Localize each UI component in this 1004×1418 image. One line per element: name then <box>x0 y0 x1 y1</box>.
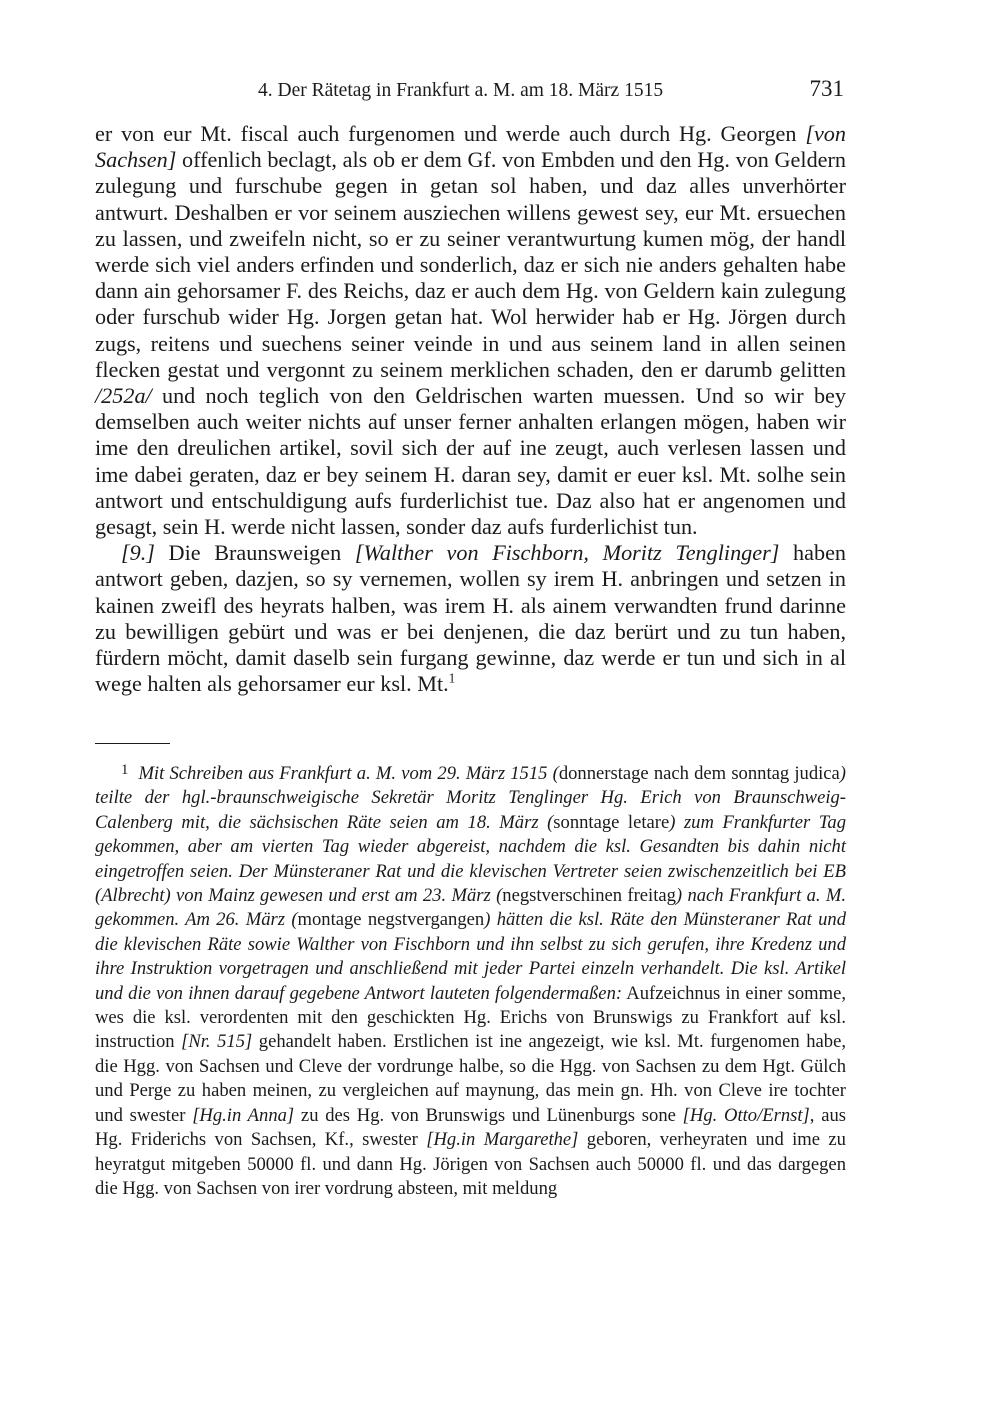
editorial-text: Mit Schreiben aus Frankfurt a. M. vom 29. März 1515 ( <box>138 763 559 784</box>
cross-reference: [Nr. 515] <box>181 1031 253 1053</box>
paragraph <box>95 540 846 697</box>
paragraph <box>95 121 846 540</box>
editorial-insertion: [von Sachsen] <box>95 121 846 173</box>
editorial-text: ) nach Frankfurt a. M. gekommen. Am 26. März ( <box>95 885 846 931</box>
source-text: donnerstage nach dem sonntag judica <box>558 763 840 784</box>
source-text: , aus Hg. Friderichs von Sachsen, Kf., swester <box>95 1104 846 1151</box>
source-text: montage negstvergangen <box>297 909 485 931</box>
source-text: negstverschinen freitag <box>502 885 676 907</box>
editorial-text: ) teilte der hgl.-braunschweigische Sekretär Moritz Tenglinger Hg. Erich von Braunschweig-Calenberg mit, die sächsischen Räte seien am 18. März ( <box>95 763 846 833</box>
text-run: haben antwort geben, dazjen, so sy vernemen, wollen sy irem H. anbringen und setzen in kainen zweifl des heyrats halben, was irem H. als ainem verwandten frund darinne zu bewilligen gebürt und was er bei denjenen, die daz berürt und zu tun haben, fürdern möcht, damit daselb sein furgang gewinne, daz werde er tun und sich in al wege halten als gehorsamer eur ksl. Mt. <box>95 540 847 697</box>
editorial-insertion: [Hg.in Anna] <box>192 1104 295 1126</box>
source-text: sonntage letare <box>553 811 670 833</box>
folio-marker: /252a/ <box>95 383 152 409</box>
section-number: [9.] <box>121 540 155 566</box>
text-run: er von eur Mt. fiscal auch furgenomen und werde auch durch Hg. Georgen <box>95 121 806 146</box>
source-text: Aufzeichnus in einer somme, wes die ksl. verordenten mit den geschickten Hg. Erichs von Brunswigs zu Frankfort auf ksl. instruction <box>95 982 846 1053</box>
editorial-insertion: [Walther von Fischborn, Moritz Tenglinger] <box>354 540 780 566</box>
editorial-text: ) hätten die ksl. Räte den Münsteraner Rat und die klevischen Räte sowie Walther von Fischborn und ihn selbst zu sich gerufen, ihre Kredenz und ihre Instruktion vorgetragen und anschließend mit jeder Partei einzeln verhandelt. Die ksl. Artikel und die von ihnen darauf gegebene Antwort lauteten folgendermaßen: <box>95 909 847 1004</box>
footnote-section <box>95 762 846 1201</box>
text-run: offenlich beclagt, als ob er dem Gf. von Embden und den Hg. von Geldern zulegung und furschube gegen in getan sol haben, und daz alles unverhörter antwurt. Deshalben er vor seinem ausziechen willens gewest sey, eur Mt. ersuechen zu lassen, und zweifeln nicht, so er zu seiner verantwurtung kumen mög, der handl werde sich viel anders erfinden und sonderlich, daz er sich nie anders gehalten habe dann ain gehorsamer F. des Reichs, daz er auch dem Hg. von Geldern kain zulegung oder furschub wider Hg. Jorgen getan hat. Wol herwider hab er Hg. Jörgen durch zugs, reitens und suechens seiner veinde in und aus seinem land in allen seinen flecken gestat und vergonnt zu seinem merklichen schaden, den er darumb gelitten <box>95 147 846 382</box>
footnote-reference[interactable]: 1 <box>448 670 456 686</box>
source-text: zu des Hg. von Brunswigs und Lünenburgs sone <box>294 1104 683 1126</box>
footnote-number: 1 <box>121 761 129 778</box>
main-text <box>95 121 846 697</box>
footnote <box>95 762 846 1201</box>
editorial-insertion: [Hg. Otto/Ernst] <box>682 1104 810 1126</box>
running-head: 4. Der Rätetag in Frankfurt a. M. am 18. März 1515 <box>258 80 664 101</box>
source-text: gehandelt haben. Erstlichen ist ine angezeigt, wie ksl. Mt. furgenomen habe, die Hgg. von Sachsen und Cleve der vordrunge halbe, so die Hgg. von Sachsen zu dem Hgt. Gülch und Perge zu haben meinen, zu vergleichen auf maynung, das mein gn. Hh. von Cleve ire tochter und swester <box>95 1031 846 1126</box>
source-text: geboren, verheyraten und ime zu heyratgut mitgeben 50000 fl. und dann Hg. Jörigen von Sachsen auch 50000 fl. und das dargegen die Hgg. von Sachsen von irer vordrung absteen, mit meldung <box>95 1129 846 1199</box>
editorial-insertion: [Hg.in Margarethe] <box>426 1129 579 1151</box>
footnote-divider <box>95 743 170 744</box>
page-number: 731 <box>809 76 844 101</box>
text-run: Die Braunsweigen <box>154 540 355 566</box>
text-run: und noch teglich von den Geldrischen warten muessen. Und so wir bey demselben auch weiter nichts auf unser ferner anhalten erlangen mögen, haben wir ime den dreulichen artikel, sovil sich der auf ine zeugt, auch verlesen lassen und ime dabei geraten, daz er bey seinem H. daran sey, damit er euer ksl. Mt. solhe sein antwort und entschuldigung aufs furderlichist tue. Daz also hat er angenomen und gesagt, sein H. werde nicht lassen, sonder daz aufs furderlichist tun. <box>95 383 846 540</box>
editorial-text: ) zum Frankfurter Tag gekommen, aber am vierten Tag wieder abgereist, nachdem die ksl. Gesandten bis dahin nicht eingetroffen seien. Der Münsteraner Rat und die klevischen Vertreter seien zwischenzeitlich bei EB (Albrecht) von Mainz gewesen und erst am 23. März ( <box>95 811 847 907</box>
